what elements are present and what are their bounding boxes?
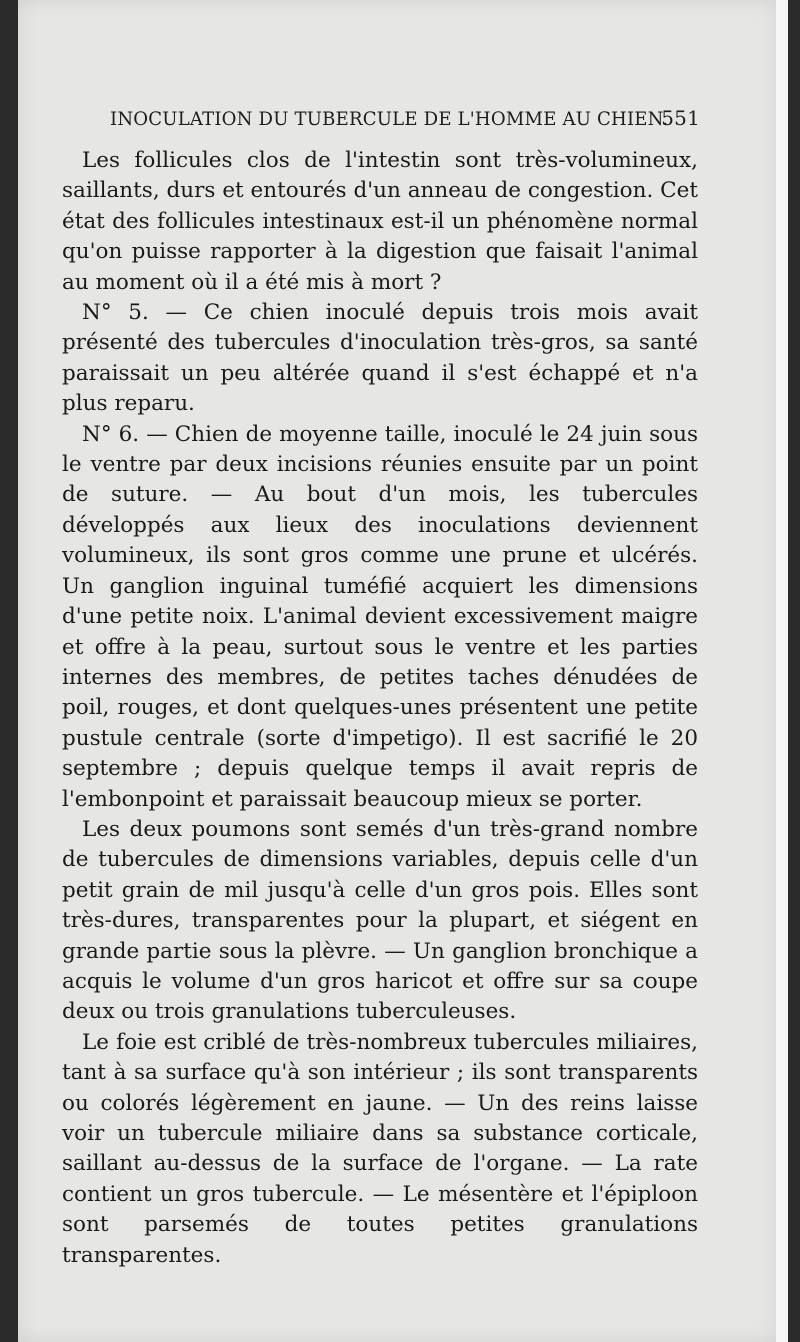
page-edge [776,0,788,1342]
running-title: INOCULATION DU TUBERCULE DE L'HOMME AU CHIEN. [110,108,669,130]
running-header [110,106,700,130]
paragraph-case-6: N° 6. — Chien de moyenne taille, inoculé le 24 juin sous le ventre par deux incisions réunies ensuite par un point de suture. — Au bout d'un mois, les tubercules développés aux lieux des inoculations deviennent volumineux, ils sont gros comme une prune et ulcérés. Un ganglion inguinal tuméfié acquiert les dimensions d'une petite noix. L'animal devient excessivement maigre et offre à la peau, surtout sous le ventre et les parties internes des membres, de petites taches dénudées de poil, rouges, et dont quelques-unes présentent une petite pustule centrale (sorte d'impetigo). Il est sacrifié le 20 septembre ; depuis quelque temps il avait repris de l'embonpoint et paraissait beaucoup mieux se porter. [62,421,698,812]
paragraph-case-5: N° 5. — Ce chien inoculé depuis trois mois avait présenté des tubercules d'inoculation très-gros, sa santé paraissait un peu altérée quand il s'est échappé et n'a plus reparu. [62,300,698,417]
paragraph-liver: Le foie est criblé de très-nombreux tubercules miliaires, tant à sa surface qu'à son intérieur ; ils sont transparents ou colorés légèrement en jaune. — Un des reins laisse voir un tubercule miliaire dans sa substance corticale, saillant au-dessus de la surface de l'organe. — La rate contient un gros tubercule. — Le mésentère et l'épiploon sont parsemés de toutes petites granulations transparentes. [62,1029,698,1268]
page-number: 551 [661,106,700,130]
paragraph-intestine: Les follicules clos de l'intestin sont très-volumineux, saillants, durs et entourés d'un anneau de congestion. Cet état des follicules intestinaux est-il un phénomène normal qu'on puisse rapporter à la digestion que faisait l'animal au moment où il a été mis à mort ? [62,148,698,295]
body-text [62,146,698,1271]
book-page [18,0,788,1342]
paragraph-lungs: Les deux poumons sont semés d'un très-grand nombre de tubercules de dimensions variables, depuis celle d'un petit grain de mil jusqu'à celle d'un gros pois. Elles sont très-dures, transparentes pour la plupart, et siégent en grande partie sous la plèvre. — Un ganglion bronchique a acquis le volume d'un gros haricot et offre sur sa coupe deux ou trois granulations tuberculeuses. [62,816,698,1025]
